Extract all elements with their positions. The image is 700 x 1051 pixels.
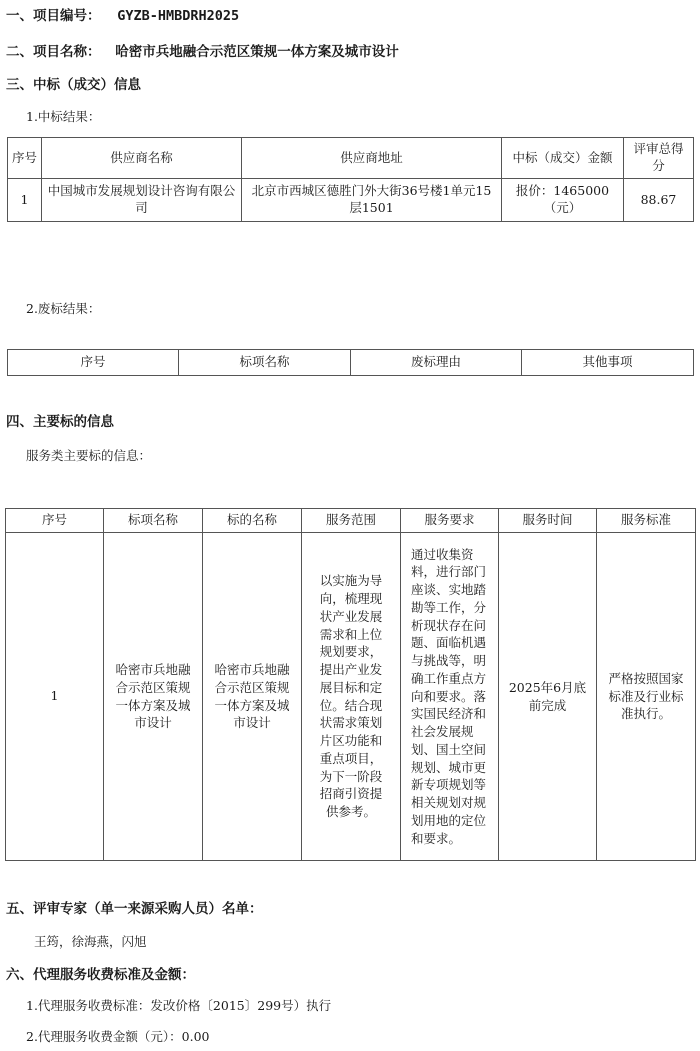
project-number-line (6, 4, 239, 24)
cell-supplier-address: 北京市西城区德胜门外大街36号楼1单元15层1501 (242, 179, 502, 222)
col-header-service-time: 服务时间 (499, 509, 597, 533)
cell-score: 88.67 (624, 179, 694, 222)
cell-service-scope: 以实施为导向，梳理现状产业发展需求和上位规划要求，提出产业发展目标和定位。结合现状需求策划片区功能和重点项目，为下一阶段招商引资提供参考。 (302, 533, 401, 861)
col-header-no: 序号 (8, 138, 42, 179)
col-header-score: 评审总得分 (624, 138, 694, 179)
agency-fee-standard: 1.代理服务收费标准：发改价格〔2015〕299号）执行 (26, 998, 332, 1013)
cell-item-name: 哈密市兵地融合示范区策规一体方案及城市设计 (104, 533, 203, 861)
col-header-reason: 废标理由 (351, 350, 522, 376)
failed-bid-label: 2.废标结果： (26, 301, 101, 316)
col-header-no: 序号 (8, 350, 179, 376)
table-row (6, 533, 696, 861)
cell-service-requirement: 通过收集资料，进行部门座谈、实地踏勘等工作，分析现状存在问题、面临机遇与挑战等，明确工作重点方向和要求。落实国民经济和社会发展规划、国土空间规划、城市更新专项规划等相关规划对规划用地的定位和要求。 (401, 533, 499, 861)
cell-award-amount: 报价：1465000（元） (502, 179, 624, 222)
cell-no: 1 (6, 533, 104, 861)
award-table (7, 137, 694, 222)
col-header-service-requirement: 服务要求 (401, 509, 499, 533)
cell-service-time: 2025年6月底前完成 (499, 533, 597, 861)
project-name-heading: 二、项目名称： (6, 44, 101, 60)
agency-fee-amount: 2.代理服务收费金额（元）：0.00 (26, 1029, 210, 1044)
service-subject-label: 服务类主要标的信息： (26, 448, 152, 463)
col-header-service-standard: 服务标准 (597, 509, 696, 533)
failed-bid-table-header (8, 350, 694, 376)
service-subject-table (5, 508, 696, 861)
award-result-label: 1.中标结果： (26, 109, 101, 124)
cell-no: 1 (8, 179, 42, 222)
cell-service-standard: 严格按照国家标准及行业标准执行。 (597, 533, 696, 861)
col-header-supplier-address: 供应商地址 (242, 138, 502, 179)
award-info-heading: 三、中标（成交）信息 (6, 77, 141, 93)
table-row (8, 179, 694, 222)
service-table-header (6, 509, 696, 533)
project-name-value: 哈密市兵地融合示范区策规一体方案及城市设计 (115, 44, 399, 60)
col-header-other: 其他事项 (522, 350, 694, 376)
col-header-service-scope: 服务范围 (302, 509, 401, 533)
col-header-award-amount: 中标（成交）金额 (502, 138, 624, 179)
project-number-heading: 一、项目编号： (6, 8, 101, 24)
expert-list-heading: 五、评审专家（单一来源采购人员）名单： (6, 901, 263, 917)
main-subject-heading: 四、主要标的信息 (6, 414, 114, 430)
failed-bid-table (7, 349, 694, 376)
agency-fee-heading: 六、代理服务收费标准及金额： (6, 967, 195, 983)
cell-supplier-name: 中国城市发展规划设计咨询有限公司 (42, 179, 242, 222)
project-name-line (6, 40, 399, 60)
project-number-value: GYZB-HMBDRH2025 (117, 8, 240, 24)
col-header-supplier-name: 供应商名称 (42, 138, 242, 179)
col-header-item-name: 标项名称 (104, 509, 203, 533)
award-table-header (8, 138, 694, 179)
col-header-item-name: 标项名称 (179, 350, 351, 376)
col-header-subject-name: 标的名称 (203, 509, 302, 533)
expert-names: 王筠，徐海燕，闪旭 (34, 934, 147, 949)
col-header-no: 序号 (6, 509, 104, 533)
cell-subject-name: 哈密市兵地融合示范区策规一体方案及城市设计 (203, 533, 302, 861)
